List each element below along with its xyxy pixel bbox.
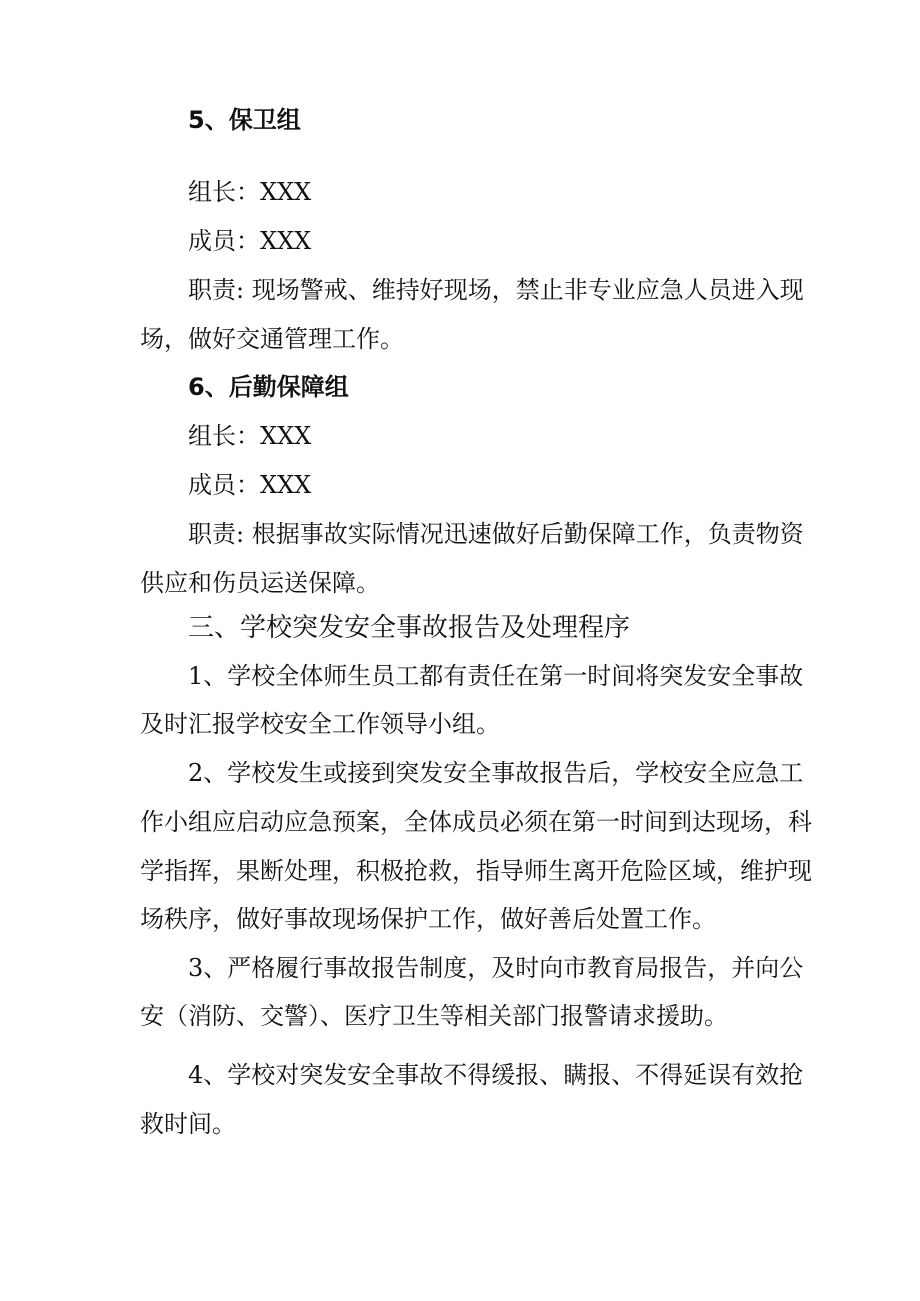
section3-item3-line2: 安（消防、交警）、医疗卫生等相关部门报警请求援助。 xyxy=(140,1002,728,1030)
group5-leader: 组长：XXX xyxy=(188,178,312,206)
section3-item2-line3: 学指挥，果断处理，积极抢救，指导师生离开危险区域，维护现 xyxy=(140,857,812,885)
section3-item1-line2: 及时汇报学校安全工作领导小组。 xyxy=(140,710,500,738)
section3-item2-line2: 作小组应启动应急预案，全体成员必须在第一时间到达现场，科 xyxy=(140,808,812,836)
group5-duty-line1: 职责: 现场警戒、维持好现场，禁止非专业应急人员进入现 xyxy=(188,276,804,304)
group5-title: 5、保卫组 xyxy=(188,106,301,134)
group6-duty-line2: 供应和伤员运送保障。 xyxy=(140,569,380,597)
section3-item4-line2: 救时间。 xyxy=(140,1110,236,1138)
section3-item4-line1: 4、学校对突发安全事故不得缓报、瞒报、不得延误有效抢 xyxy=(188,1061,804,1089)
section3-title: 三、学校突发安全事故报告及处理程序 xyxy=(188,613,631,643)
group6-members: 成员：XXX xyxy=(188,471,312,499)
section3-item1-line1: 1、学校全体师生员工都有责任在第一时间将突发安全事故 xyxy=(188,662,804,690)
group5-duty-line2: 场，做好交通管理工作。 xyxy=(140,325,404,353)
group6-duty-line1: 职责: 根据事故实际情况迅速做好后勤保障工作，负责物资 xyxy=(188,520,804,548)
group6-leader: 组长：XXX xyxy=(188,422,312,450)
group5-members: 成员：XXX xyxy=(188,227,312,255)
section3-item3-line1: 3、严格履行事故报告制度，及时向市教育局报告，并向公 xyxy=(188,954,804,982)
section3-item2-line4: 场秩序，做好事故现场保护工作，做好善后处置工作。 xyxy=(140,905,716,933)
group6-title: 6、后勤保障组 xyxy=(188,373,349,401)
section3-item2-line1: 2、学校发生或接到突发安全事故报告后，学校安全应急工 xyxy=(188,759,804,787)
